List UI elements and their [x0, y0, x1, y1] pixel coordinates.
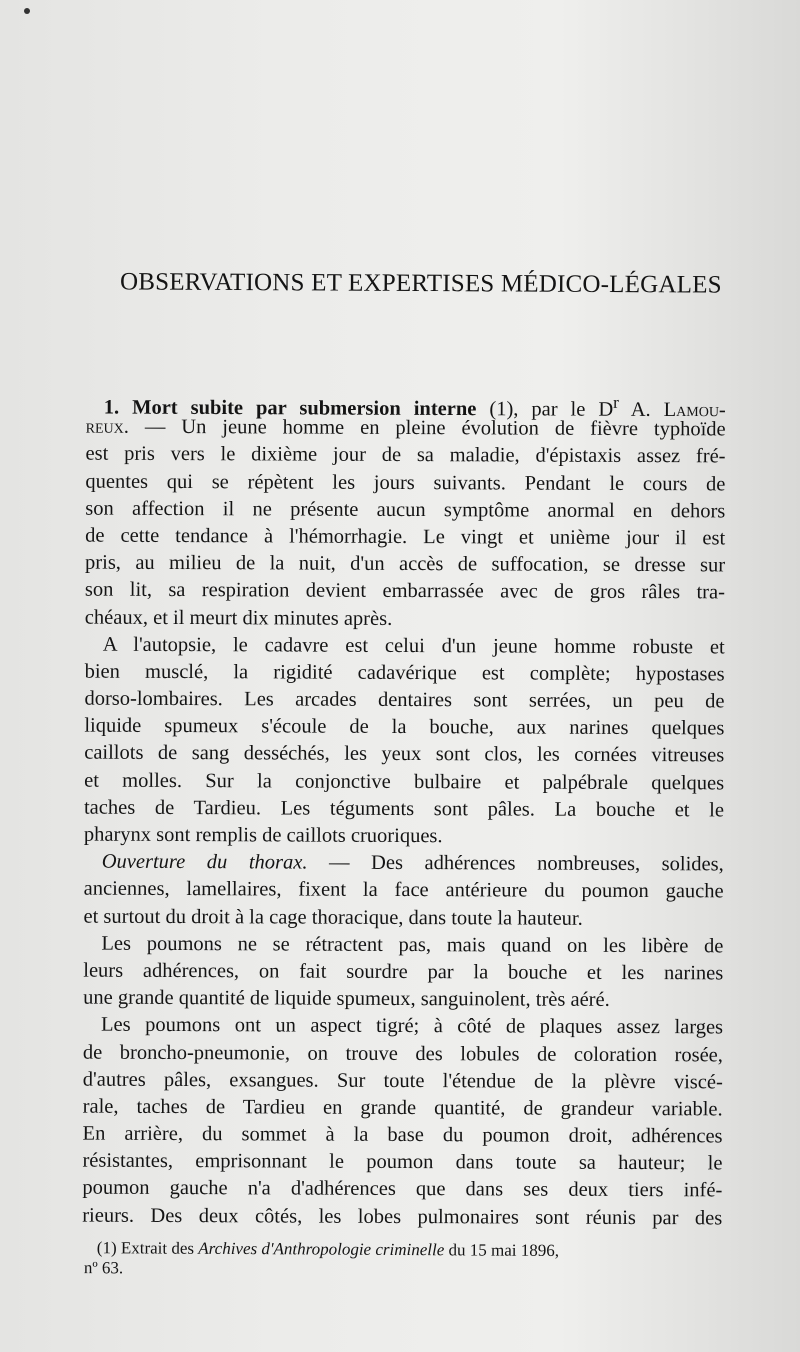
- body-line: rieurs. Des deux côtés, les lobes pulmonaires sont réunis par des: [82, 1204, 723, 1230]
- body-line: En arrière, du sommet à la base du poumon droit, adhérences: [82, 1122, 723, 1148]
- subheading-line: [84, 849, 724, 879]
- footnote-text-after: du 15 mai 1896,: [444, 1240, 560, 1260]
- body-line: chéaux, et il meurt dix minutes après.: [84, 606, 393, 630]
- body-line: son affection il ne présente aucun symptôme anormal en dehors: [85, 497, 726, 523]
- body-line: de broncho-pneumonie, on trouve des lobules de coloration rosée,: [82, 1041, 723, 1066]
- body-line: et molles. Sur la conjonctive bulbaire et palpébrale quelques: [84, 769, 725, 795]
- footnote: [84, 1238, 710, 1282]
- body-line: dorso-lombaires. Les arcades dentaires sont serrées, un peu de: [84, 687, 725, 713]
- body-line: résistantes, emprisonnant le poumon dans toute sa hauteur; le: [82, 1149, 723, 1175]
- body-line: bien musclé, la rigidité cadavérique est complète; hypostases: [84, 660, 725, 686]
- body-line: anciennes, lamellaires, fixent la face antérieure du poumon gauche: [83, 877, 724, 903]
- footnote-text-before: Extrait des: [116, 1238, 199, 1258]
- body-line: taches de Tardieu. Les téguments sont pâles. La bouche et le: [83, 796, 725, 822]
- footnote-reference: (1): [489, 398, 514, 421]
- article-number: 1.: [103, 396, 120, 419]
- author-name-part2: reux: [85, 415, 124, 438]
- body-line: est pris vers le dixième jour de sa maladie, d'épistaxis assez fré-: [85, 442, 726, 468]
- footnote-marker: (1): [96, 1238, 117, 1258]
- ink-speck: [24, 8, 30, 14]
- article-line-2: [86, 414, 726, 444]
- body-line: A l'autopsie, le cadavre est celui d'un jeune homme robuste et: [102, 633, 725, 659]
- body-line: d'autres pâles, exsangues. Sur toute l'étendue de la plèvre viscé-: [82, 1068, 723, 1094]
- body-line: leurs adhérences, on fait sourdre par la bouche et les narines: [83, 959, 724, 985]
- footnote-source: Archives d'Anthropologie criminelle: [198, 1238, 445, 1260]
- page-title: OBSERVATIONS ET EXPERTISES MÉDICO-LÉGALES: [119, 268, 722, 299]
- article-body: [82, 387, 726, 1233]
- body-line: pris, au milieu de la nuit, d'un accès de suffocation, se dresse sur: [85, 551, 726, 577]
- body-line: liquide spumeux s'écoule de la bouche, aux narines quelques: [84, 714, 725, 740]
- author-name-part1: Lamou-: [663, 398, 726, 422]
- body-line: pharynx sont remplis de caillots cruoriques.: [83, 823, 443, 848]
- body-line: rale, taches de Tardieu en grande quantité, de grandeur variable.: [82, 1095, 723, 1121]
- footnote-line-2: nº 63.: [83, 1258, 124, 1278]
- body-line: de cette tendance à l'hémorrhagie. Le vingt et unième jour il est: [85, 524, 726, 550]
- body-line: poumon gauche n'a d'adhérences que dans ses deux tiers infé-: [82, 1177, 723, 1202]
- body-line: Les poumons ne se rétractent pas, mais quand on les libère de: [101, 932, 724, 958]
- subheading-text: — Des adhérences nombreuses, solides,: [307, 851, 724, 876]
- author-initial: A.: [630, 398, 651, 421]
- byline-superscript: r: [613, 392, 619, 412]
- body-line: quentes qui se répètent les jours suivants. Pendant le cours de: [85, 470, 726, 495]
- body-line: caillots de sang desséchés, les yeux sont clos, les cornées vitreuses: [84, 742, 725, 767]
- body-line: son lit, sa respiration devient embarrassée avec de gros râles tra-: [84, 578, 725, 604]
- section-subheading: Ouverture du thorax.: [101, 850, 308, 874]
- body-line: Les poumons ont un aspect tigré; à côté de plaques assez larges: [101, 1013, 724, 1039]
- byline-prefix: , par le D: [513, 398, 614, 421]
- article-heading: Mort subite par submersion interne: [132, 396, 477, 421]
- footnote-line-1: [84, 1238, 710, 1262]
- body-line: et surtout du droit à la cage thoracique, dans toute la hauteur.: [83, 905, 583, 930]
- article-line-2-text: . — Un jeune homme en pleine évolution de fièvre typhoïde: [123, 415, 726, 441]
- article-line-1: [86, 387, 726, 422]
- body-line: une grande quantité de liquide spumeux, sanguinolent, très aéré.: [83, 986, 610, 1012]
